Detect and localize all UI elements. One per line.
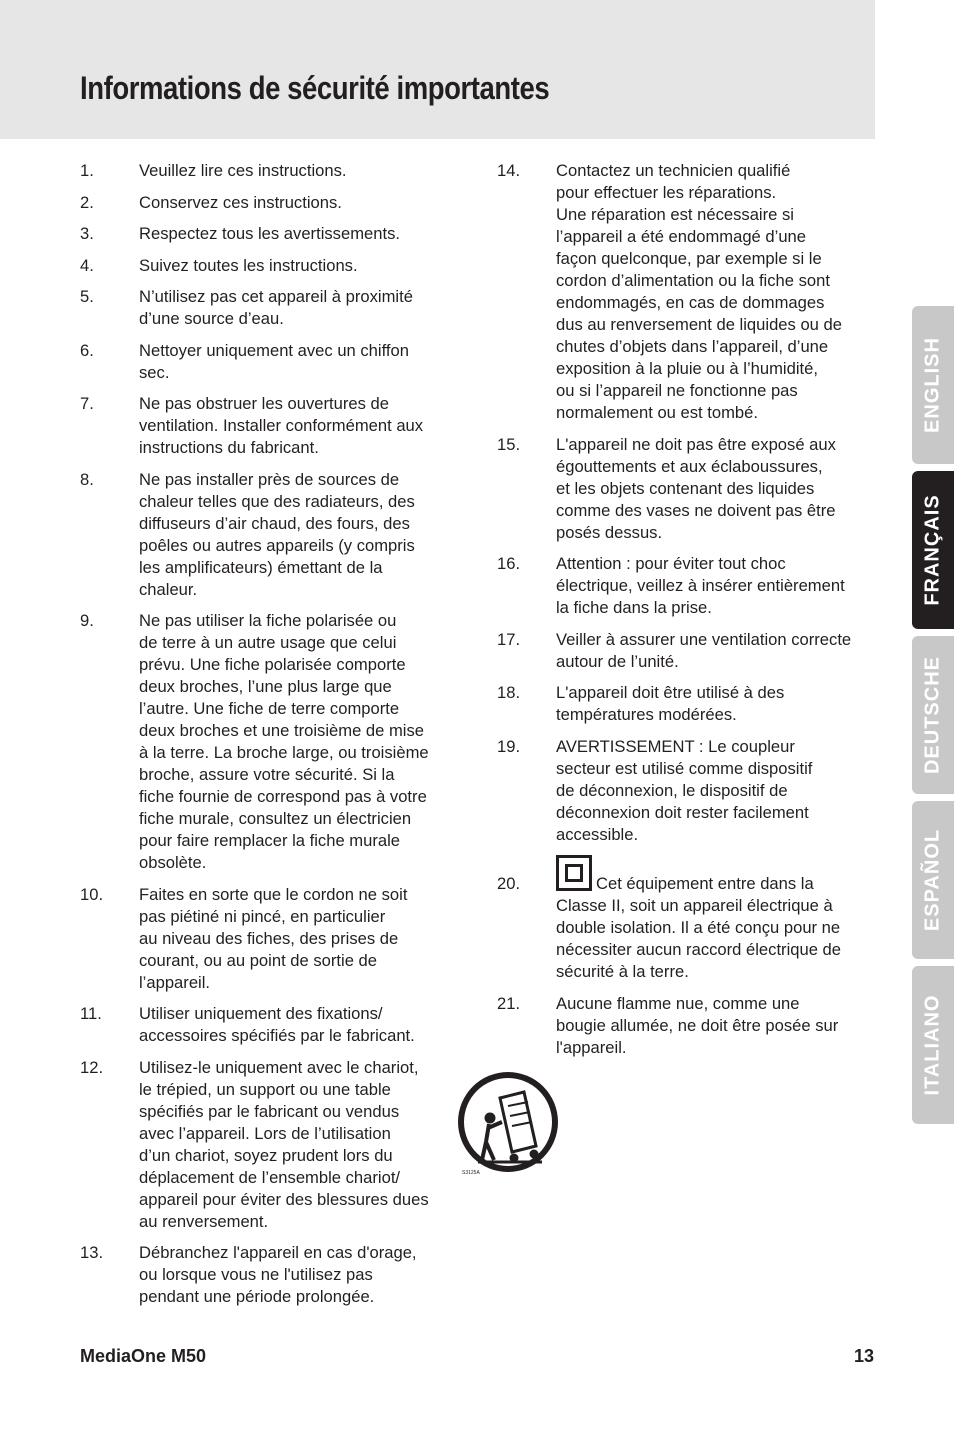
list-item — [80, 1057, 458, 1233]
left-column — [80, 160, 458, 1318]
item-text: Contactez un technicien qualifié pour effectuer les réparations. Une réparation est nécessaire si l’appareil a été endommagé d’une façon quelconque, par exemple si le cordon d’alimentation ou la fiche sont endommagés, en cas de dommages dus au renversement de liquides ou de chutes d’objets dans l’appareil, d’une exposition à la pluie ou à l’humidité, ou si l’appareil ne fonctionne pas normalement ou est tombé. — [556, 161, 842, 422]
list-item — [80, 393, 458, 459]
item-text: Conservez ces instructions. — [139, 192, 342, 212]
item-number: 9. — [80, 611, 94, 630]
list-item — [497, 993, 877, 1059]
class-ii-double-square-icon — [556, 855, 592, 891]
item-number: 7. — [80, 394, 94, 413]
list-item — [80, 255, 458, 277]
tab-label: ITALIANO — [921, 994, 944, 1096]
item-number: 16. — [497, 554, 521, 573]
item-number: 15. — [497, 434, 521, 454]
item-number: 2. — [80, 192, 94, 212]
item-number: 12. — [80, 1057, 104, 1077]
item-text: Ne pas obstruer les ouvertures de ventilation. Installer conformément aux instructions du fabricant. — [139, 394, 424, 457]
item-number: 20. — [497, 874, 521, 893]
tab-english[interactable] — [912, 306, 954, 464]
item-text-first-line: Cet équipement entre dans la — [596, 874, 814, 893]
list-item — [80, 469, 458, 601]
item-text: Utiliser uniquement des fixations/ accessoires spécifiés par le fabricant. — [139, 1004, 415, 1045]
list-item — [497, 629, 877, 673]
list-item — [497, 855, 877, 983]
list-item — [80, 1003, 458, 1047]
item-text: Attention : pour éviter tout choc électrique, veillez à insérer entièrement la fiche dans la prise. — [556, 554, 845, 617]
item-text: Respectez tous les avertissements. — [139, 224, 401, 243]
list-item — [497, 160, 877, 424]
cart-warning-code: S3125A — [462, 1170, 480, 1176]
list-item — [497, 736, 877, 846]
item-text: Veiller à assurer une ventilation correcte autour de l’unité. — [556, 629, 852, 671]
item-number: 13. — [80, 1243, 104, 1262]
list-item — [80, 610, 458, 874]
item-number: 11. — [80, 1004, 102, 1023]
item-text — [556, 855, 877, 983]
item-text: Faites en sorte que le cordon ne soit pas piétiné ni pincé, en particulier au niveau des fiches, des prises de courant, ou au point de sortie de l’appareil. — [139, 884, 408, 992]
item-number: 4. — [80, 255, 94, 275]
item-number: 17. — [497, 629, 521, 649]
item-text: Ne pas utiliser la fiche polarisée ou de terre à un autre usage que celui prévu. Une fiche polarisée comporte deux broches, l’une plus large que l’autre. Une fiche de terre comporte deux broches et une troisième de mise à la terre. La broche large, ou troisième broche, assure votre sécurité. Si la fiche fournie de correspond pas à votre fiche murale, consultez un électricien pour faire remplacer la fiche murale obsolète. — [139, 611, 429, 872]
tab-deutsche[interactable] — [912, 636, 954, 794]
list-item — [80, 1242, 458, 1308]
list-item — [80, 192, 458, 214]
tab-label: DEUTSCHE — [921, 655, 944, 775]
item-number: 1. — [80, 161, 94, 180]
list-item — [497, 682, 877, 726]
item-text: AVERTISSEMENT : Le coupleur secteur est utilisé comme dispositif de déconnexion, le dispositif de déconnexion doit rester facilement accessible. — [556, 736, 813, 844]
tab-italiano[interactable] — [912, 966, 954, 1124]
list-item — [497, 434, 877, 544]
tab-label: FRANÇAIS — [921, 494, 944, 606]
item-number: 3. — [80, 224, 94, 243]
item-text: Utilisez-le uniquement avec le chariot, le trépied, un support ou une table spécifiés par le fabricant ou vendus avec l’appareil. Lors de l’utilisation d’un chariot, soyez prudent lors du déplacement de l’ensemble chariot/ appareil pour éviter des blessures dues au renversement. — [139, 1057, 429, 1231]
tab-espanol[interactable] — [912, 801, 954, 959]
item-text: L'appareil ne doit pas être exposé aux égouttements et aux éclaboussures, et les objets contenant des liquides comme des vases ne doivent pas être posés dessus. — [556, 434, 836, 542]
right-column — [497, 160, 877, 1068]
tab-francais[interactable] — [912, 471, 954, 629]
item-text: Suivez toutes les instructions. — [139, 255, 358, 275]
item-number: 6. — [80, 340, 94, 360]
item-number: 5. — [80, 287, 94, 306]
item-text: Nettoyer uniquement avec un chiffon sec. — [139, 340, 409, 382]
item-number: 10. — [80, 884, 104, 904]
item-text-rest: Classe II, soit un appareil électrique à double isolation. Il a été conçu pour ne nécessiter aucun raccord électrique de sécurité à la terre. — [556, 896, 842, 981]
item-number: 18. — [497, 683, 521, 702]
item-number: 21. — [497, 993, 521, 1013]
item-text: N’utilisez pas cet appareil à proximité d’une source d’eau. — [139, 287, 413, 328]
cart-tip-over-warning-icon — [456, 1070, 560, 1176]
footer-product-name: MediaOne M50 — [80, 1346, 207, 1366]
item-text: Ne pas installer près de sources de chaleur telles que des radiateurs, des diffuseurs d’air chaud, des fours, des poêles ou autres appareils (y compris les amplificateurs) émettant de la chaleur. — [139, 469, 415, 599]
page-title: Informations de sécurité importantes — [80, 70, 550, 106]
item-number: 8. — [80, 469, 94, 489]
list-item — [497, 553, 877, 619]
item-number: 19. — [497, 736, 521, 756]
list-item — [80, 286, 458, 330]
item-text: L'appareil doit être utilisé à des températures modérées. — [556, 683, 785, 724]
list-item — [80, 223, 458, 245]
list-item — [80, 884, 458, 994]
item-number: 14. — [497, 161, 521, 180]
tab-label: ESPAÑOL — [921, 828, 944, 932]
item-text: Aucune flamme nue, comme une bougie allumée, ne doit être posée sur l'appareil. — [556, 993, 839, 1057]
page-number: 13 — [853, 1346, 874, 1366]
item-text: Débranchez l'appareil en cas d'orage, ou lorsque vous ne l'utilisez pas pendant une période prolongée. — [139, 1243, 417, 1306]
item-text: Veuillez lire ces instructions. — [139, 161, 347, 180]
list-item — [80, 340, 458, 384]
tab-label: ENGLISH — [921, 337, 944, 433]
list-item — [80, 160, 458, 182]
